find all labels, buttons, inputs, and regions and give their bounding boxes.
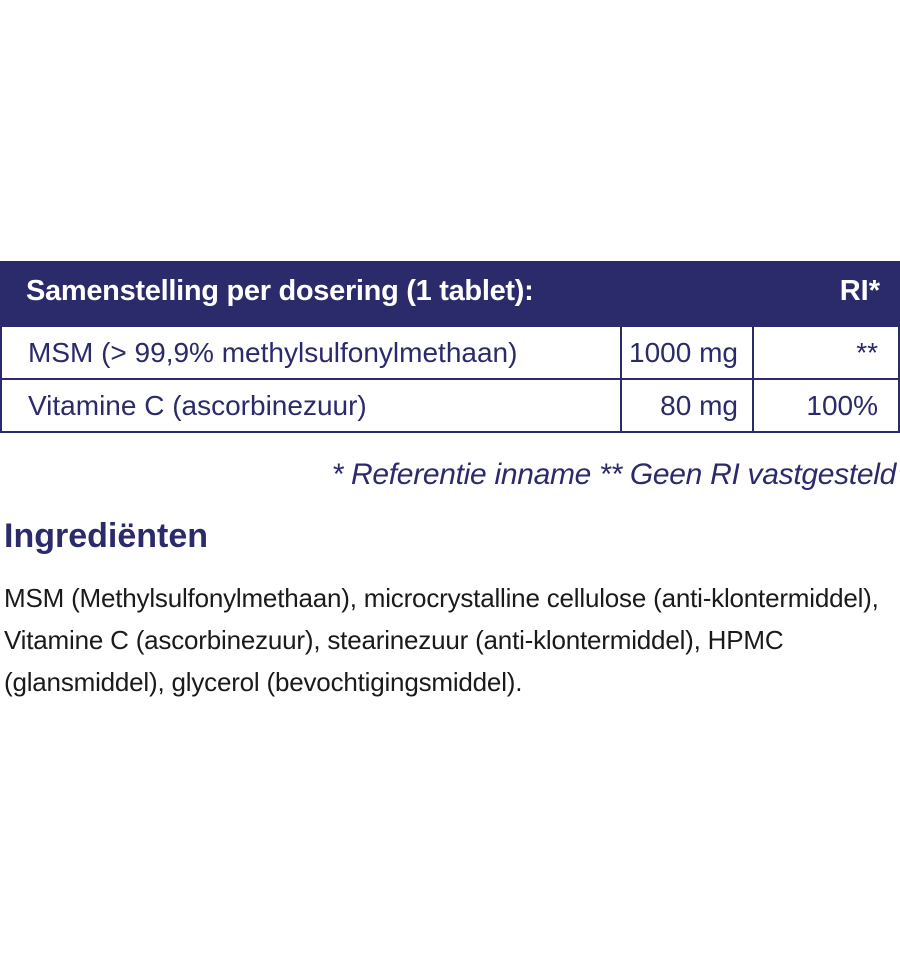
ri-cell: 100% (806, 390, 878, 421)
ri-column-header: RI* (839, 275, 880, 307)
table-row (0, 380, 900, 433)
table-row (0, 327, 900, 380)
ingredient-name-cell: MSM (> 99,9% methylsulfonylmethaan) (2, 327, 622, 378)
ri-footnote: * Referentie inname ** Geen RI vastgesteld (331, 458, 896, 491)
ingredients-heading: Ingrediënten (4, 517, 209, 555)
composition-table-header (0, 261, 900, 327)
composition-table-title: Samenstelling per dosering (1 tablet): (26, 275, 534, 307)
amount-cell: 80 mg (622, 380, 754, 431)
ingredient-name-cell: Vitamine C (ascorbinezuur) (2, 380, 622, 431)
amount-cell: 1000 mg (622, 327, 754, 378)
ri-cell: ** (856, 337, 878, 368)
ingredients-text: MSM (Methylsulfonylmethaan), microcrystalline cellulose (anti-klontermiddel), Vitamine C (ascorbinezuur), stearinezuur (anti-klontermiddel), HPMC (glansmiddel), glycerol (bevochtigingsmiddel). (4, 583, 879, 697)
